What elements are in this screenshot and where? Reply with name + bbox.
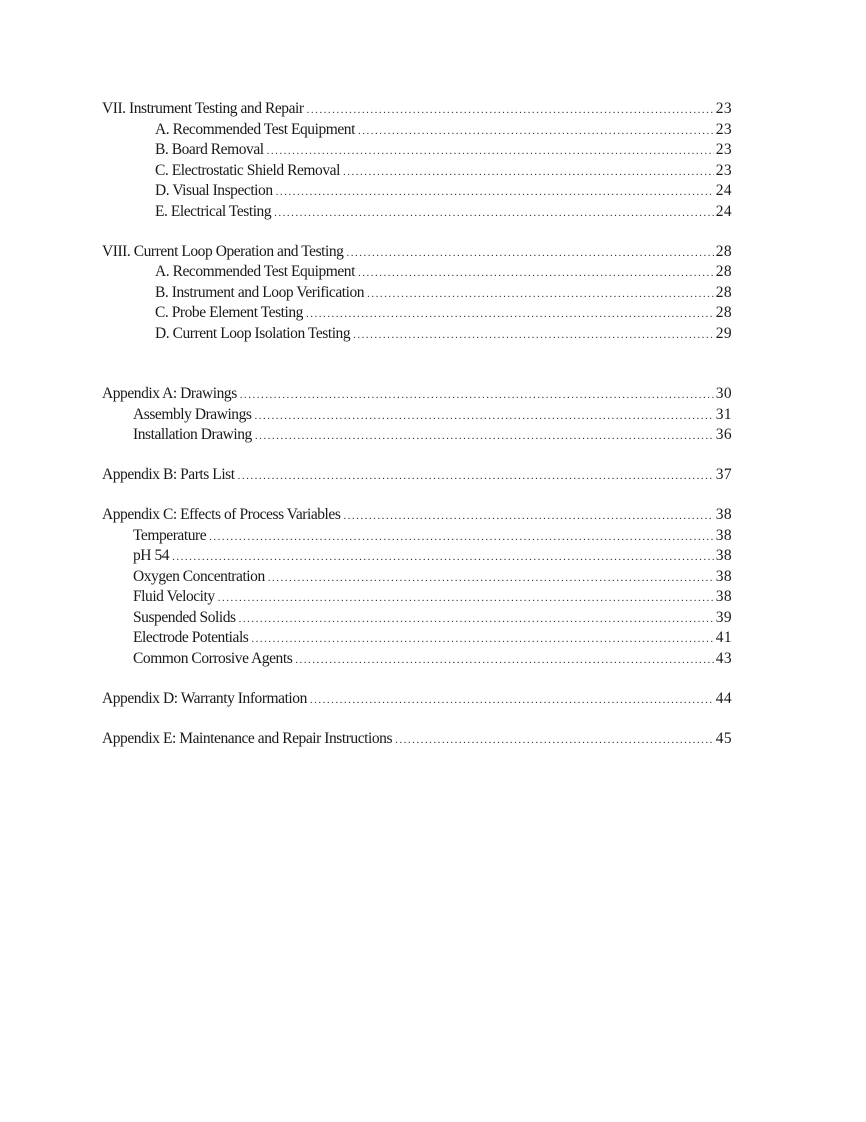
- toc-entry-subsection[interactable]: [102, 567, 732, 588]
- toc-entry-title: pH 54: [133, 547, 170, 564]
- toc-page-number: 38: [715, 506, 732, 523]
- dot-leader: [268, 568, 714, 589]
- toc-entry-title: A. Recommended Test Equipment: [155, 263, 355, 280]
- toc-entry-subsection[interactable]: [102, 649, 732, 670]
- toc-page-number: 23: [715, 120, 732, 138]
- dot-leader: [172, 547, 714, 568]
- toc-entry-title: B. Board Removal: [155, 141, 264, 158]
- section-spacer: [102, 669, 732, 689]
- toc-entry-subsection[interactable]: [102, 425, 732, 446]
- toc-entry-subsection[interactable]: [102, 546, 732, 567]
- toc-page-number: 38: [715, 547, 732, 564]
- dot-leader: [346, 243, 713, 264]
- section-spacer: [102, 344, 732, 384]
- toc-entry-title: Temperature: [133, 526, 207, 544]
- dot-leader: [267, 141, 714, 162]
- toc-entry-subsection[interactable]: [102, 526, 732, 547]
- toc-entry-appendix[interactable]: [102, 729, 732, 750]
- dot-leader: [240, 385, 714, 406]
- toc-entry-section[interactable]: [102, 99, 732, 120]
- dot-leader: [353, 325, 714, 346]
- toc-page-number: 44: [715, 689, 732, 707]
- toc-page-number: 41: [715, 629, 732, 646]
- dot-leader: [295, 650, 713, 671]
- toc-page-number: 30: [715, 385, 732, 402]
- toc-entry-subsection[interactable]: [102, 161, 732, 182]
- toc-entry-title: Appendix A: Drawings: [102, 385, 237, 402]
- toc-page-number: 28: [715, 283, 732, 301]
- toc-entry-title: Fluid Velocity: [133, 588, 215, 605]
- toc-entry-appendix[interactable]: [102, 465, 732, 486]
- toc-entry-subsection[interactable]: [102, 181, 732, 202]
- toc-entry-title: Electrode Potentials: [133, 629, 249, 646]
- dot-leader: [343, 162, 714, 183]
- section-spacer: [102, 446, 732, 466]
- toc-entry-title: C. Electrostatic Shield Removal: [155, 161, 340, 179]
- dot-leader: [238, 466, 714, 487]
- toc-entry-subsection[interactable]: [102, 324, 732, 345]
- toc-entry-subsection[interactable]: [102, 120, 732, 141]
- dot-leader: [251, 629, 713, 650]
- dot-leader: [306, 304, 714, 325]
- toc-entry-title: A. Recommended Test Equipment: [155, 120, 355, 138]
- dot-leader: [276, 182, 714, 203]
- toc-entry-title: Appendix B: Parts List: [102, 466, 235, 483]
- dot-leader: [307, 100, 714, 121]
- toc-entry-title: C. Probe Element Testing: [155, 304, 303, 321]
- toc-page-number: 38: [715, 588, 732, 605]
- toc-entry-subsection[interactable]: [102, 628, 732, 649]
- section-spacer: [102, 709, 732, 729]
- toc-entry-subsection[interactable]: [102, 262, 732, 283]
- toc-page-number: 45: [715, 729, 732, 747]
- toc-entry-section[interactable]: [102, 242, 732, 263]
- toc-entry-title: E. Electrical Testing: [155, 202, 272, 220]
- toc-entry-title: D. Current Loop Isolation Testing: [155, 324, 351, 342]
- toc-entry-title: Appendix E: Maintenance and Repair Instructions: [102, 729, 393, 747]
- toc-entry-title: Assembly Drawings: [133, 405, 252, 423]
- toc-page-number: 43: [715, 649, 732, 667]
- toc-page-number: 39: [715, 608, 732, 626]
- toc-page-number: 23: [715, 161, 732, 179]
- toc-entry-title: Appendix C: Effects of Process Variables: [102, 506, 341, 523]
- toc-entry-title: Suspended Solids: [133, 608, 236, 626]
- toc-page-number: 31: [715, 405, 732, 423]
- toc-entry-subsection[interactable]: [102, 608, 732, 629]
- toc-page-number: 28: [715, 304, 732, 321]
- toc-page-number: 36: [715, 426, 732, 443]
- dot-leader: [255, 406, 714, 427]
- dot-leader: [239, 609, 714, 630]
- toc-entry-title: Installation Drawing: [133, 426, 252, 443]
- dot-leader: [218, 588, 714, 609]
- dot-leader: [343, 506, 713, 527]
- dot-leader: [358, 263, 714, 284]
- dot-leader: [255, 426, 714, 447]
- toc-page-number: 38: [715, 567, 732, 585]
- toc-entry-appendix[interactable]: [102, 384, 732, 405]
- toc-entry-title: Oxygen Concentration: [133, 567, 265, 585]
- dot-leader: [367, 284, 714, 305]
- dot-leader: [358, 121, 714, 142]
- toc-page-number: 24: [715, 182, 732, 199]
- toc-page-number: 23: [715, 100, 732, 117]
- toc-entry-subsection[interactable]: [102, 140, 732, 161]
- toc-entry-title: VII. Instrument Testing and Repair: [102, 100, 304, 117]
- toc-entry-appendix[interactable]: [102, 505, 732, 526]
- toc-entry-subsection[interactable]: [102, 283, 732, 304]
- dot-leader: [395, 730, 714, 751]
- table-of-contents: [102, 99, 732, 749]
- toc-entry-subsection[interactable]: [102, 587, 732, 608]
- toc-page-number: 23: [715, 141, 732, 158]
- toc-entry-title: VIII. Current Loop Operation and Testing: [102, 242, 344, 260]
- toc-page-number: 37: [715, 466, 732, 483]
- toc-page-number: 29: [715, 324, 732, 342]
- toc-page-number: 28: [715, 242, 732, 260]
- toc-page-number: 28: [715, 263, 732, 280]
- toc-page-number: 24: [715, 202, 732, 220]
- section-spacer: [102, 486, 732, 506]
- toc-entry-title: Appendix D: Warranty Information: [102, 689, 307, 707]
- toc-entry-subsection[interactable]: [102, 202, 732, 223]
- toc-entry-subsection[interactable]: [102, 303, 732, 324]
- toc-entry-title: Common Corrosive Agents: [133, 649, 293, 667]
- toc-entry-subsection[interactable]: [102, 405, 732, 426]
- toc-page-number: 38: [715, 526, 732, 544]
- toc-entry-title: B. Instrument and Loop Verification: [155, 283, 365, 301]
- toc-entry-title: D. Visual Inspection: [155, 182, 273, 199]
- toc-entry-appendix[interactable]: [102, 689, 732, 710]
- dot-leader: [274, 203, 714, 224]
- section-spacer: [102, 222, 732, 242]
- dot-leader: [310, 690, 714, 711]
- dot-leader: [209, 527, 714, 548]
